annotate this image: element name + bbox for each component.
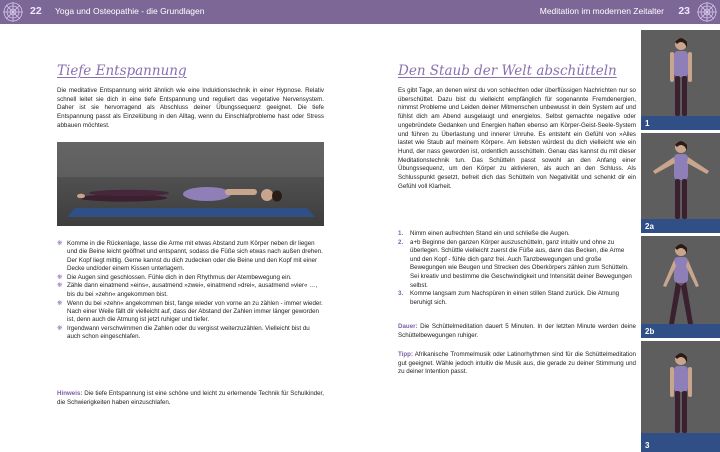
step-text: Nimm einen aufrechten Stand ein und schließe die Augen.	[410, 230, 570, 237]
page-number-left: 22	[30, 5, 42, 17]
list-item	[57, 274, 324, 282]
photo-label: 1	[645, 119, 650, 128]
right-intro-text: Es gibt Tage, an denen wirst du von schlechten oder überflüssigen Nachrichten nur so überschüttet. Dazu bist du vielleicht empfänglich für sogenannte Fremdenergien, nimmst Probleme und Leiden deiner Mitmenschen unbewusst in dein System auf und fühlst dich am Abend ausgelaugt und energielos. Selbst gemachte negative oder ungebründete Gedanken und Energien haften ebenso am Körper-Geist-Seele-System und führen zu Überlastung und innerer Unruhe. Es entsteht ein Gefühl von »Alles lastet wie Staub auf meinem Körper«. Am liebsten würdest du dich vielleicht wie ein Hund, der nass geworden ist, ordentlich ausschütteln. Genau das kannst du mit dieser Meditationstechnik tun. Das Schütteln passt sowohl an den Anfang einer Übungssequenz, um den Körper zu aktivieren, als auch an den Schluss. Als Schlusspunkt gesetzt, befreit dich das Schütteln von Negativität und schenkt dir ein Gefühl voll Klarheit.	[398, 87, 636, 190]
photo-label: 2a	[645, 222, 654, 231]
left-intro-paragraph	[57, 87, 324, 134]
duration-paragraph	[398, 323, 636, 340]
list-item	[398, 290, 636, 307]
standing-pose-image	[641, 341, 720, 452]
step-number: 3.	[398, 290, 404, 298]
list-item	[398, 239, 636, 291]
list-item-text: Wenn du bei »zehn« angekommen bist, fange wieder von vorne an zu zählen - immer wieder. Nach einer Weile fällt dir vielleicht auf, dass der Abstand der Zahlen immer länger geworden ist, denn auch die Atmung ist jetzt ruhiger und tiefer.	[67, 299, 323, 324]
hint-label: Hinweis:	[57, 390, 83, 397]
flower-bullet-icon: ❋	[57, 273, 63, 281]
photo-label: 2b	[645, 327, 655, 336]
shaking-pose-image	[641, 236, 720, 338]
list-item	[57, 240, 324, 273]
list-item	[398, 230, 636, 239]
list-item-text: Komme in die Rückenlage, lasse die Arme mit etwas Abstand zum Körper neben dir liegen und die Beine leicht geöffnet und entspannt, sodass die Füße sich etwas nach außen drehen. Der Kopf liegt mittig. Gerne kannst du dich zudecken oder die Beine und den Kopf mit einer Decke und/oder einem Kissen unterlagern.	[67, 240, 323, 272]
running-title-right: Meditation im modernen Zeitalter	[539, 6, 664, 16]
list-item	[57, 325, 324, 342]
shaking-steps-list	[398, 230, 636, 307]
flower-bullet-icon: ❋	[57, 240, 63, 247]
mandala-icon	[2, 1, 24, 23]
photo-step-3	[641, 341, 720, 452]
duration-label: Dauer:	[398, 323, 418, 330]
list-item	[57, 282, 324, 299]
hint-paragraph	[57, 390, 324, 407]
flower-bullet-icon: ❋	[57, 324, 63, 332]
photo-label: 3	[645, 441, 650, 450]
list-item	[57, 300, 324, 325]
running-title-left: Yoga und Osteopathie - die Grundlagen	[55, 6, 205, 16]
step-number: 2.	[398, 238, 404, 246]
shaking-pose-image	[641, 133, 720, 233]
flower-bullet-icon: ❋	[57, 282, 63, 290]
duration-text: Die Schüttelmeditation dauert 5 Minuten. In der letzten Minute werden deine Schüttelbewegungen ruhiger.	[398, 323, 636, 339]
list-item-text: Die Augen sind geschlossen. Fühle dich in den Rhythmus der Atembewegung ein.	[67, 273, 292, 281]
photo-step-2a	[641, 133, 720, 233]
mandala-icon	[696, 1, 718, 23]
left-intro-text: Die meditative Entspannung wirkt ähnlich wie eine Induktionstechnik in einer Hypnose. Relativ schnell leitet sie dich in eine tiefe Entspannung und reguliert das vegetative Nervensystem. Daher ist sie hervorragend als Abschluss deiner Übungssequenz geeignet. Die tiefe Entspannung passt als Einzelübung in den Alltag, wenn du Einschlafprobleme hast oder Stress abbauen möchtest.	[57, 87, 324, 129]
right-section-title: Den Staub der Welt abschütteln	[398, 63, 617, 79]
step-text: a+b Beginne den ganzen Körper auszuschütteln, ganz intuitiv und ohne zu überlegen. Schüttle vielleicht zuerst die Füße aus, dann das Becken, die Arme und den Kopf - fühle dich ganz frei. Auch Tanzbewegungen und große Bewegungen wie Beugen und Strecken des Oberkörpers zählen zum Schütteln. Sei kreativ und bestimme die Geschwindigkeit und Intensität deiner Bewegungen selbst.	[410, 238, 632, 289]
relaxation-photo	[57, 142, 324, 226]
hint-text: Die tiefe Entspannung ist eine schöne und leicht zu erlernende Technik für Schulkinder, die Schwierigkeiten haben einzuschlafen.	[57, 390, 324, 406]
tip-text: Afrikanische Trommelmusik oder Latinorhythmen sind für die Schüttelmeditation gut geeignet. Wähle jedoch intuitiv die Musik aus, die gerade zu deiner Stimmung und zu deiner Intention passt.	[398, 351, 636, 376]
step-text: Komme langsam zum Nachspüren in einen stillen Stand zurück. Die Atmung beruhigt sich.	[410, 290, 620, 306]
photo-step-1	[641, 30, 720, 130]
flower-bullet-icon: ❋	[57, 299, 63, 307]
step-number: 1.	[398, 230, 404, 237]
header-bar	[0, 0, 720, 24]
tip-label: Tipp:	[398, 351, 414, 358]
relaxation-steps-list	[57, 240, 324, 342]
right-intro-paragraph	[398, 87, 636, 194]
tip-paragraph	[398, 351, 636, 377]
left-section-title: Tiefe Entspannung	[57, 63, 187, 79]
standing-pose-image	[641, 30, 720, 130]
list-item-text: Irgendwann verschwimmen die Zahlen oder du vergisst weiterzuzählen. Vielleicht bist du auch schon eingeschlafen.	[67, 324, 310, 341]
list-item-text: Zähle dann einatmend »eins«, ausatmend »zwei«, einatmend »drei«, ausatmend »vier« …, bis du bei »zehn« angekommen bist.	[67, 282, 318, 298]
page-number-right: 23	[678, 5, 690, 17]
photo-step-2b	[641, 236, 720, 338]
